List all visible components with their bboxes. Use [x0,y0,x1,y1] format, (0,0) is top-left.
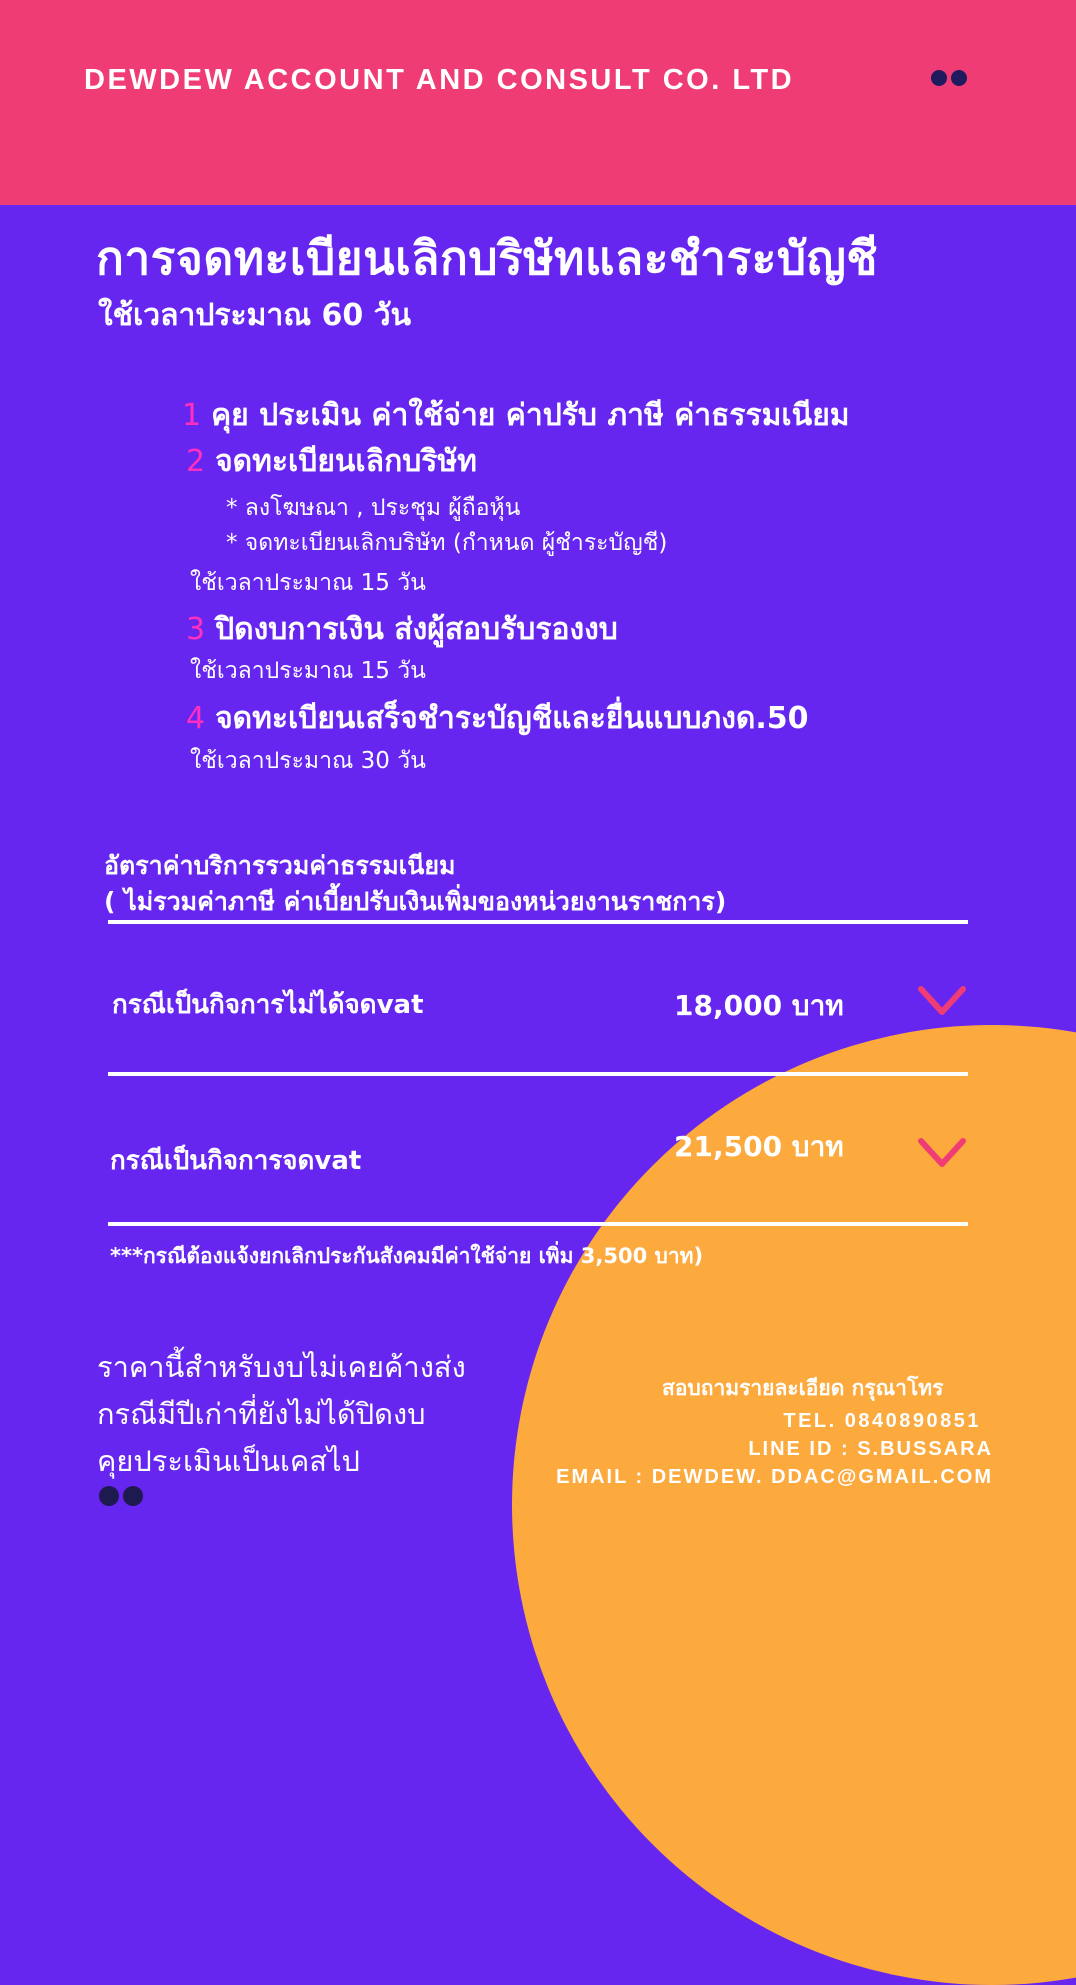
step-number: 3 [186,612,206,647]
contact-prompt: สอบถามรายละเอียด กรุณาโทร [662,1376,944,1400]
decorative-dots [99,1486,143,1506]
case-label-no-vat: กรณีเป็นกิจการไม่ได้จดvat [112,990,424,1020]
decorative-dots [931,70,967,86]
dot-icon [99,1486,119,1506]
dot-icon [951,70,967,86]
check-icon [918,986,966,1018]
contact-email[interactable]: EMAIL : DEWDEW. DDAC@GMAIL.COM [556,1466,993,1488]
step-2 [186,438,477,485]
step-2-sub-1: * ลงโฆษณา , ประชุม ผู้ถือหุ้น [226,495,521,521]
step-4 [186,695,808,742]
rate-title: อัตราค่าบริการรวมค่าธรรมเนียม [104,851,456,880]
disclaimer-line: ราคานี้สำหรับงบไม่เคยค้างส่ง [97,1350,466,1384]
price-no-vat: 18,000 บาท [674,989,844,1022]
social-security-footnote: ***กรณีต้องแจ้งยกเลิกประกันสังคมมีค่าใช้จ่าย เพิ่ม 3,500 บาท) [110,1244,704,1268]
step-3 [186,606,618,653]
decorative-orange-circle [512,1025,1076,1985]
step-4-time: ใช้เวลาประมาณ 30 วัน [190,748,426,774]
disclaimer-line: คุยประเมินเป็นเคสไป [97,1444,360,1478]
divider [108,1222,968,1226]
page-title: การจดทะเบียนเลิกบริษัทและชำระบัญชี [96,231,879,285]
step-3-time: ใช้เวลาประมาณ 15 วัน [190,658,426,684]
header-banner [0,0,1076,205]
step-number: 4 [186,701,206,736]
step-1 [182,392,850,439]
divider [108,1072,968,1076]
step-text: ปิดงบการเงิน ส่งผู้สอบรับรองงบ [215,612,618,647]
divider [108,920,968,924]
total-duration: ใช้เวลาประมาณ 60 วัน [98,298,412,333]
step-2-sub-2: * จดทะเบียนเลิกบริษัท (กำหนด ผู้ชำระบัญชี) [226,530,668,556]
case-label-vat: กรณีเป็นกิจการจดvat [110,1146,362,1176]
step-2-time: ใช้เวลาประมาณ 15 วัน [190,570,426,596]
dot-icon [123,1486,143,1506]
contact-phone[interactable]: TEL. 0840890851 [783,1410,981,1432]
price-vat: 21,500 บาท [674,1130,844,1163]
company-name: DEWDEW ACCOUNT AND CONSULT CO. LTD [84,64,795,96]
check-icon [918,1138,966,1170]
disclaimer-line: กรณีมีปีเก่าที่ยังไม่ได้ปิดงบ [97,1397,426,1431]
contact-line-id[interactable]: LINE ID : S.BUSSARA [748,1438,993,1460]
step-text: คุย ประเมิน ค่าใช้จ่าย ค่าปรับ ภาษี ค่าธรรมเนียม [211,398,850,433]
rate-note: ( ไม่รวมค่าภาษี ค่าเบี้ยปรับเงินเพิ่มของหน่วยงานราชการ) [104,887,727,916]
price-disclaimer [97,1344,466,1485]
step-text: จดทะเบียนเสร็จชำระบัญชีและยื่นแบบภงด.50 [215,701,809,736]
step-number: 1 [182,398,202,433]
dot-icon [931,70,947,86]
step-number: 2 [186,444,206,479]
step-text: จดทะเบียนเลิกบริษัท [215,444,477,479]
